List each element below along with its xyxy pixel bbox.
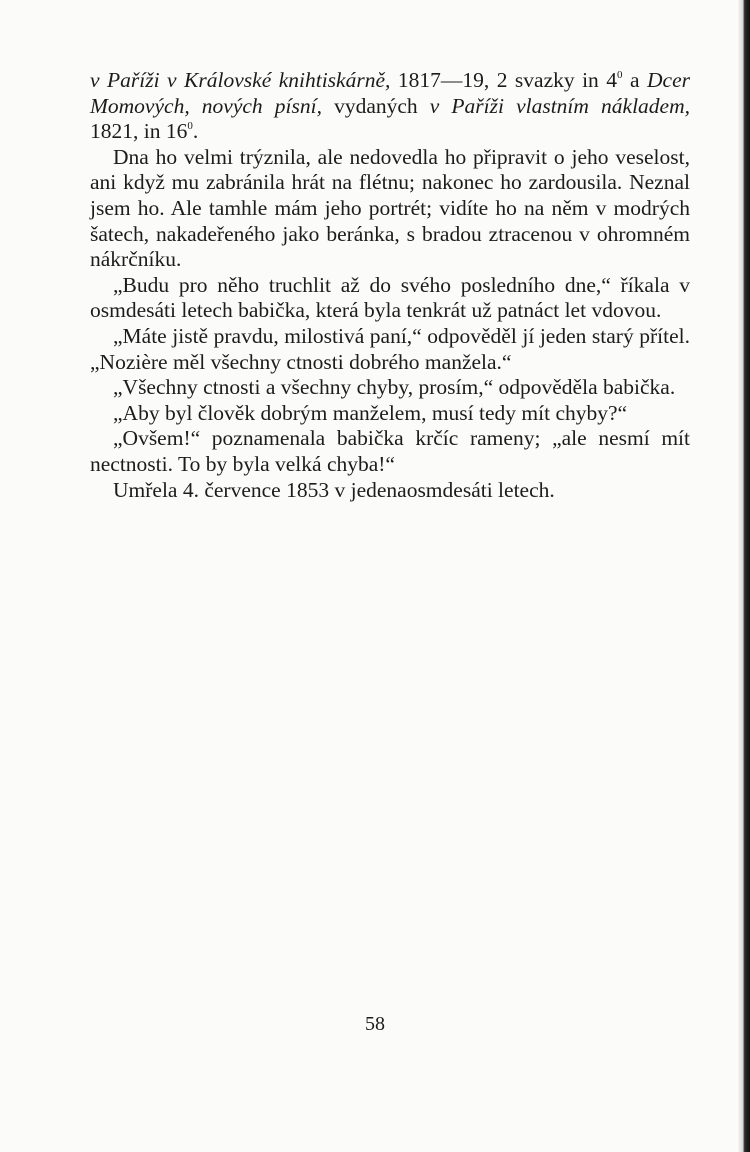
paragraph: „Všechny ctnosti a všechny chyby, prosím,“ odpověděla babička. (113, 375, 676, 400)
opening-italic-1: v Paříži v Královské knihtiskárně, (90, 68, 391, 92)
book-spine-edge (738, 0, 750, 1152)
paragraph: „Ovšem!“ poznamenala babička krčíc rameny; „ale nesmí mít nectnosti. To by byla velká chyba!“ (90, 426, 690, 476)
opening-sup-2: 0 (187, 120, 193, 133)
paragraph: „Máte jistě pravdu, milostivá paní,“ odpověděl jí jeden starý přítel. „Nozière měl všechny ctnosti dobrého manžela.“ (90, 323, 690, 374)
opening-text-2: 1817—19, 2 svazky in 4 (390, 68, 618, 92)
paragraph: Dna ho velmi trýznila, ale nedovedla ho připravit o jeho veselost, ani když mu zabránila hrát na flétnu; nakonec ho zardousila. Neznal jsem ho. Ale tamhle mám jeho portrét; vidíte ho na něm v modrých šatech, nakadeřeného jako beránka, s bradou ztracenou v ohromném nákrčníku. (90, 144, 690, 272)
opening-paragraph (90, 68, 690, 145)
paragraph: „Budu pro něho truchlit až do svého posledního dne,“ říkala v osmdesáti letech babička, která byla tenkrát už patnáct let vdovou. (90, 272, 690, 323)
body-text (90, 68, 690, 503)
page-number: 58 (365, 1013, 385, 1035)
opening-italic-6: v Paříži vlastním nákladem, (429, 93, 690, 118)
paragraph: „Aby byl člověk dobrým manželem, musí tedy mít chyby?“ (113, 400, 628, 425)
paragraph: Umřela 4. července 1853 v jedenaosmdesáti letech. (113, 477, 555, 502)
opening-text-3: a (622, 68, 648, 92)
opening-italic-4: Dcer Momových, nových písní, (90, 68, 690, 118)
opening-text-7: 1821, in 16 (90, 119, 188, 144)
opening-text-5: vydaných (321, 93, 430, 118)
opening-text-8: . (192, 119, 199, 144)
opening-sup-1: 0 (617, 69, 623, 81)
